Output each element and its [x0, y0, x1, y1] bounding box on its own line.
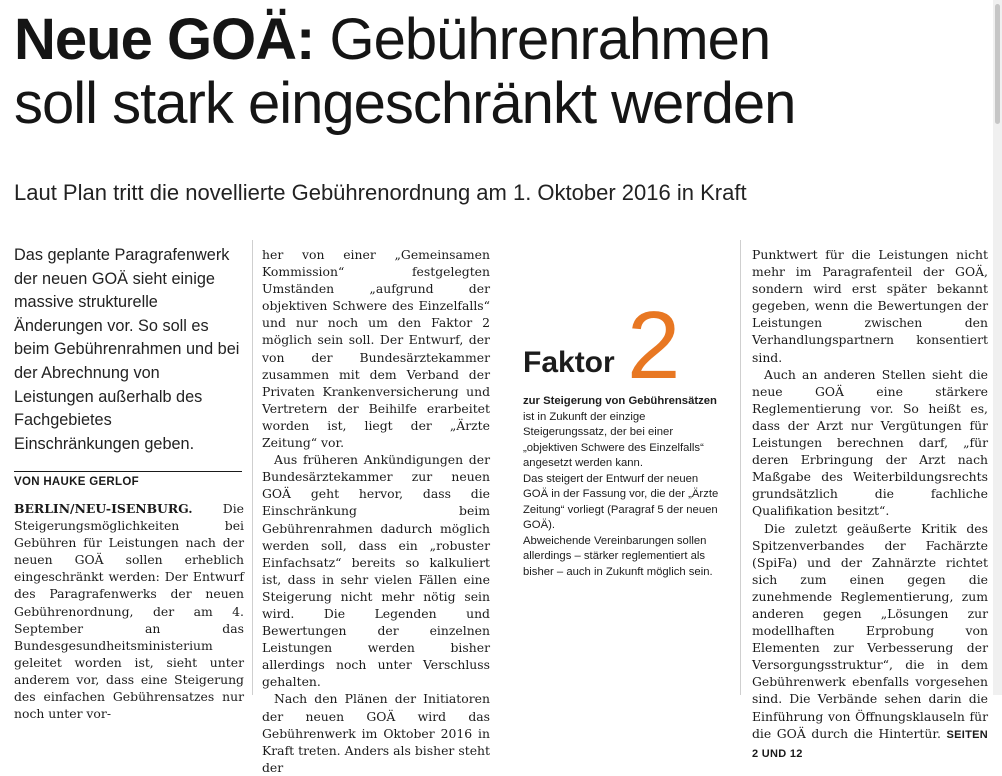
headline-line2: soll stark eingeschränkt werden — [14, 71, 796, 136]
sidebar-text: ist in Zukunft der einzige Steigerungssatz, der bei einer „objektiven Schwere des Einzelfalls“ angesetzt werden kann. — [523, 410, 704, 469]
column2-paragraph: her von einer „Gemeinsamen Kommission“ festgelegten Umständen „aufgrund der objektiven Schwere des Einzelfalls“ und nur noch um den Faktor 2 möglich sein soll. Der Entwurf, der von der Bundesärztekammer zusammen mit dem Verband der Privaten Krankenversicherung und Vertretern der Beihilfe erarbeitet worden ist, liegt der „Ärzte Zeitung“ vor. — [262, 247, 490, 451]
column4-paragraph: Die zuletzt geäußerte Kritik des Spitzenverbandes der Fachärzte (SpiFa) und der Zahnärzte richtet sich zum einen gegen die zunehmende Reglementierung, zum anderen gegen „Lösungen zur modellhaften Erprobung von Elementen zur Verbesserung der Versorgungsstruktur“, die in dem Gebührenwerk ebenfalls vorgesehen sind. Die Verbände sehen darin die Einführung von Öffnungsklauseln für die GOÄ durch die Hintertür. — [752, 520, 988, 741]
sidebar-box — [523, 394, 719, 580]
scrollbar-thumb[interactable] — [995, 4, 1000, 124]
faktor-word: Faktor — [523, 346, 615, 379]
sidebar-paragraph: Das steigert der Entwurf der neuen GOÄ in der Fassung vor, die der „Ärzte Zeitung“ vorliegt (Paragraf 5 der neuen GOÄ). — [523, 472, 719, 531]
author-byline: VON HAUKE GERLOF — [14, 476, 139, 488]
column1-text: Die Steigerungsmöglichkeiten bei Gebühren für Leistungen nach der neuen GOÄ sollen erheblich eingeschränkt werden: Der Entwurf des Paragrafenwerks der neuen Gebührenordnung, der am 4. September an das Bundesgesundheitsministerium geleitet worden ist, sieht unter anderem vor, dass eine Steigerung des einfachen Gebührensatzes nur noch unter vor- — [14, 501, 244, 722]
article-column-1 — [14, 500, 244, 722]
column4-paragraph: Auch an anderen Stellen sieht die neue GOÄ eine stärkere Reglementierung vor. So heißt es, dass der Arzt nur Vergütungen für Leistungen berechnen darf, „für deren Erbringung der Arzt nach Maßgabe des Weiterbildungsrechts grundsätzlich die fachliche Qualifikation besitzt“. — [752, 366, 988, 519]
column-divider — [252, 240, 253, 695]
faktor-graphic — [523, 292, 723, 399]
column4-paragraph: Punktwert für die Leistungen nicht mehr im Paragrafenteil der GOÄ, sondern wird erst später bekannt gegeben, wenn die Bewertungen der Leistungen zwischen den Verhandlungspartnern konsentiert sind. — [752, 247, 988, 365]
column-divider — [740, 240, 741, 695]
faktor-number: 2 — [627, 292, 681, 399]
headline-bold: Neue GOÄ: — [14, 7, 315, 72]
sidebar-paragraph: Abweichende Vereinbarungen sollen allerdings – stärker reglementiert als bisher – auch in Zukunft möglich sein. — [523, 534, 713, 578]
sidebar-bold: zur Steigerung von Gebührensätzen — [523, 395, 717, 407]
subtitle: Laut Plan tritt die novellierte Gebührenordnung am 1. Oktober 2016 in Kraft — [14, 180, 747, 205]
column2-paragraph: Aus früheren Ankündigungen der Bundesärztekammer zur neuen GOÄ geht hervor, dass die Einschränkung beim Gebührenrahmen dadurch möglich werden soll, dass ein „robuster Einfachsatz“ bereits so kalkuliert ist, dass in sehr vielen Fällen eine Steigerung nicht mehr nötig sein wird. Die Legenden und Bewertungen der einzelnen Leistungen werden bisher allerdings noch unter Verschluss gehalten. — [262, 452, 490, 690]
page-references: SEITEN 2 UND 12 — [752, 728, 988, 760]
article-column-4 — [752, 246, 988, 763]
headline-rest: Gebührenrahmen — [314, 7, 771, 72]
dateline: BERLIN/NEU-ISENBURG. — [14, 501, 193, 516]
column2-paragraph: Nach den Plänen der Initiatoren der neuen GOÄ wird das Gebührenwerk im Oktober 2016 in Kraft treten. Anders als bisher steht der — [262, 691, 490, 775]
lead-paragraph: Das geplante Paragrafenwerk der neuen GOÄ sieht einige massive strukturelle Änderungen vor. So soll es beim Gebührenrahmen und bei der Abrechnung von Leistungen außerhalb des Fachgebietes Einschränkungen geben. — [14, 246, 240, 453]
author-rule — [14, 471, 242, 472]
headline — [14, 8, 994, 136]
article-column-2 — [262, 246, 490, 776]
